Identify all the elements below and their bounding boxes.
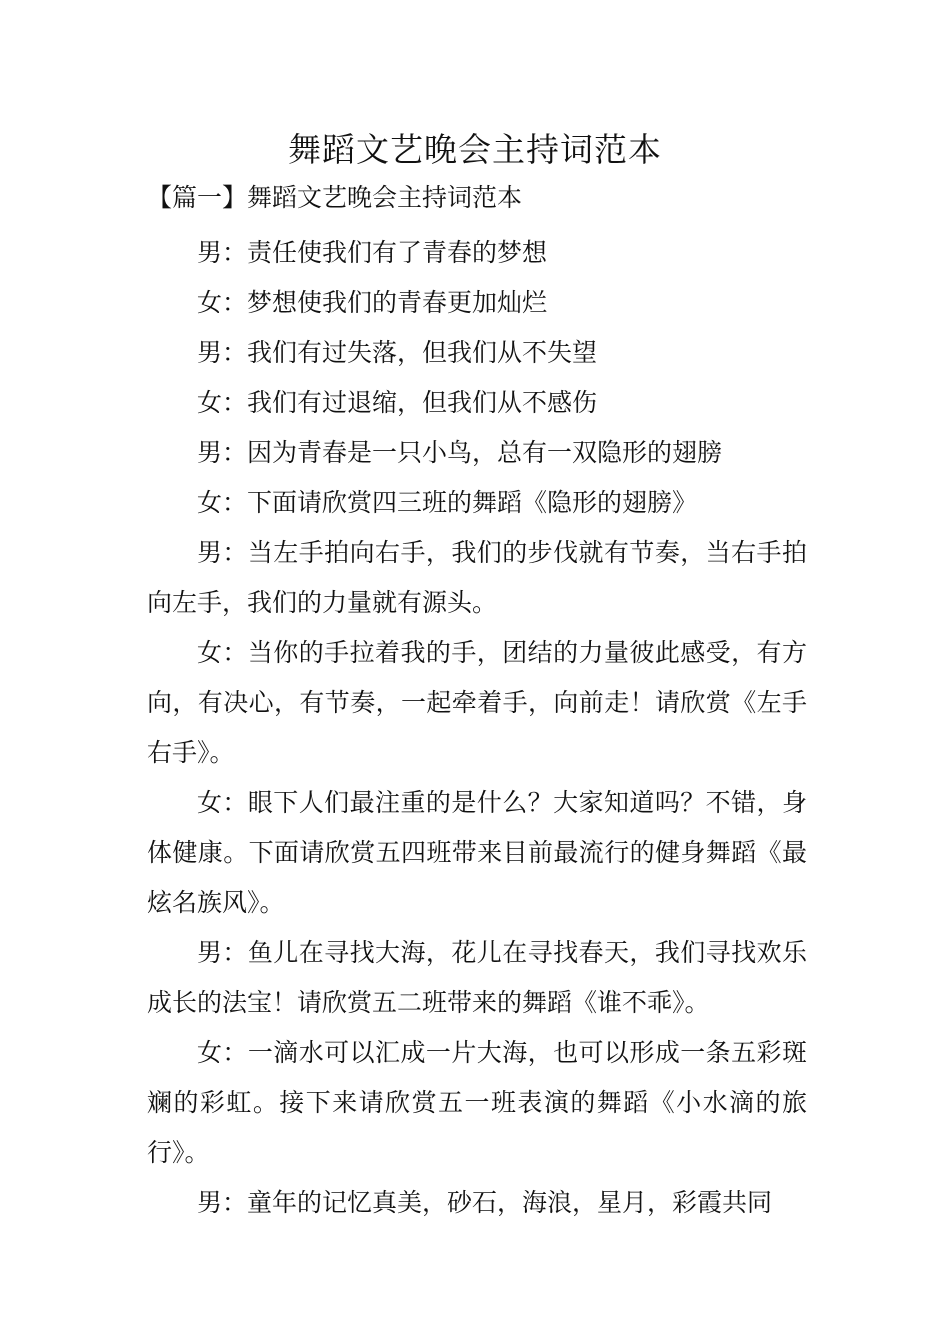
- paragraph: 男：因为青春是一只小鸟，总有一双隐形的翅膀: [197, 438, 723, 467]
- paragraph: 女：眼下人们最注重的是什么？大家知道吗？不错，身体健康。下面请欣赏五四班带来目前最流行的健身舞蹈《最炫名族风》。: [147, 788, 807, 917]
- paragraph: 男：鱼儿在寻找大海，花儿在寻找春天，我们寻找欢乐成长的法宝！请欣赏五二班带来的舞蹈《谁不乖》。: [147, 938, 807, 1017]
- paragraph: 女：梦想使我们的青春更加灿烂: [197, 288, 548, 317]
- paragraph: 女：一滴水可以汇成一片大海，也可以形成一条五彩斑斓的彩虹。接下来请欣赏五一班表演的舞蹈《小水滴的旅行》。: [147, 1038, 807, 1167]
- section-heading: 【篇一】舞蹈文艺晚会主持词范本: [147, 183, 523, 212]
- document-title: 舞蹈文艺晚会主持词范本: [288, 130, 662, 169]
- paragraph: 男：我们有过失落，但我们从不失望: [197, 338, 598, 367]
- paragraph: 女：当你的手拉着我的手，团结的力量彼此感受，有方向，有决心，有节奏，一起牵着手，向前走！请欣赏《左手右手》。: [147, 638, 807, 767]
- paragraph: 男：责任使我们有了青春的梦想: [197, 238, 548, 267]
- paragraph: 女：我们有过退缩，但我们从不感伤: [197, 388, 598, 417]
- paragraph: 男：当左手拍向右手，我们的步伐就有节奏，当右手拍向左手，我们的力量就有源头。: [147, 538, 807, 617]
- document-body: [147, 228, 807, 1228]
- paragraph: 男：童年的记忆真美，砂石，海浪，星月，彩霞共同: [197, 1188, 773, 1217]
- paragraph: 女：下面请欣赏四三班的舞蹈《隐形的翅膀》: [197, 488, 698, 517]
